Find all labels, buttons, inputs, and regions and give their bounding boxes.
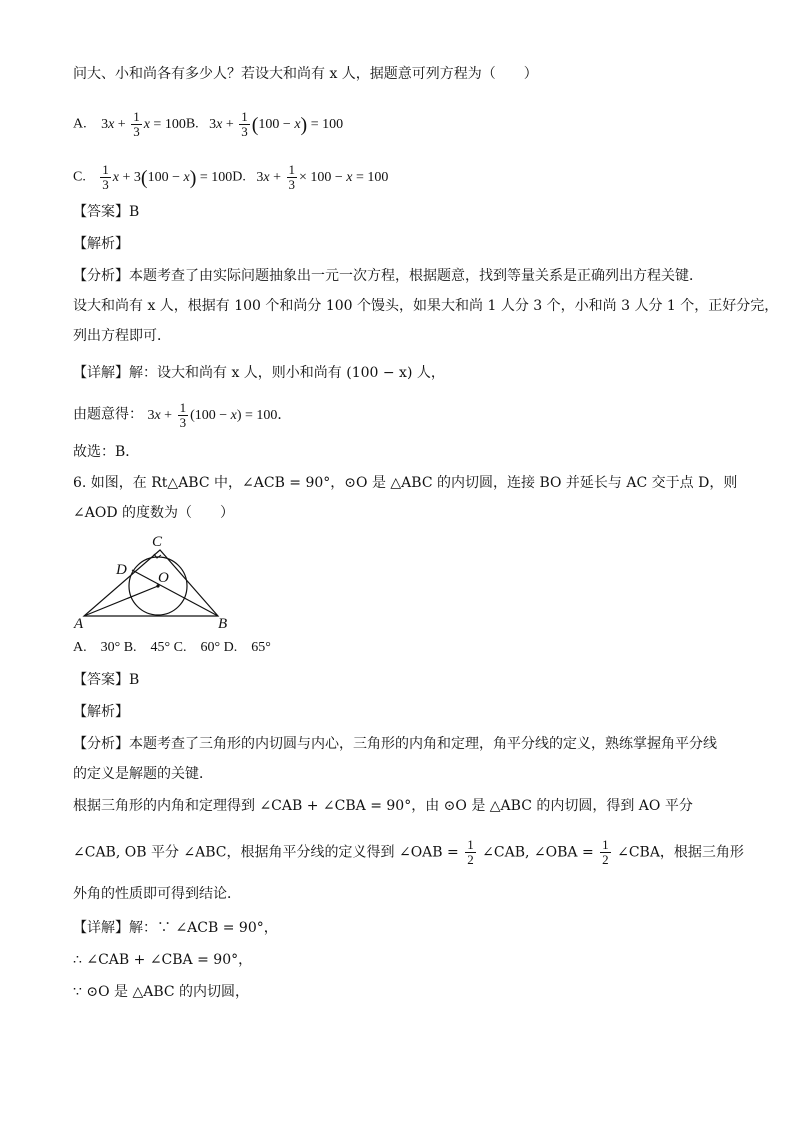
q6-options: A. 30° B. 45° C. 60° D. 65° [73,640,271,655]
q6-analysis-line-2: 的定义是解题的关键． [73,766,213,782]
q5-detail-equation: 3x + $\frac{1}{3}$ (100 − x) = 100． [147,400,292,430]
q5-stem: 问大、小和尚各有多少人？若设大和尚有 x 人，据题意可列方程为（ ） [73,66,538,82]
q5-detail-line-1: 【详解】解：设大和尚有 x 人，则小和尚有 (100 − x) 人， [73,365,445,381]
q6-analysis-line-4-a: ∠CAB, OB 平分 ∠ABC，根据角平分线的定义得到 ∠OAB = [73,844,459,861]
q5-options-cd [73,163,388,192]
label-o: O [158,570,169,586]
q6-answer: 【答案】B [73,672,140,688]
label-c: C [152,534,163,550]
q6-analysis-line-5: 外角的性质即可得到结论． [73,886,241,902]
segment-ao [84,586,158,616]
q6-stem-line-1: 6. 如图，在 Rt△ABC 中，∠ACB = 90°，⊙O 是 △ABC 的内切圆，连接 BO 并延长与 AC 交于点 D，则 [73,475,738,491]
q5-conclusion: 故选：B． [73,444,140,460]
label-d: D [116,562,127,578]
q5-analysis-line-1: 【分析】本题考查了由实际问题抽象出一元一次方程，根据题意，找到等量关系是正确列出方程关键． [73,268,703,284]
q5-detail-line-2 [73,401,291,430]
q5-option-a-formula: 3x + $\frac{1}{3}$ x = 100 [101,109,186,139]
q5-option-c-label: C. [73,169,86,185]
half-fraction-2: $\frac{1}{2}$ [602,837,609,867]
q6-analysis-heading: 【解析】 [73,704,129,720]
q5-options-ab [73,110,343,139]
q5-option-d-formula: 3x + $\frac{1}{3}$ × 100 − x = 100 [256,162,389,192]
q6-analysis-line-4-b: ∠CAB, ∠OBA = [482,844,594,861]
q5-option-a-label: A. [73,116,87,132]
q5-analysis-line-2: 设大和尚有 x 人，根据有 100 个和尚分 100 个馒头，如果大和尚 1 人分 3 个，小和尚 3 人分 1 个，正好分完， [73,298,779,314]
q6-detail-line-2: ∴ ∠CAB + ∠CBA = 90°， [73,952,253,968]
q6-analysis-line-1: 【分析】本题考查了三角形的内切圆与内心，三角形的内角和定理，角平分线的定义，熟练掌握角平分线 [73,736,717,752]
half-fraction-1: $\frac{1}{2}$ [467,837,474,867]
q6-analysis-line-4-c: ∠CBA，根据三角形 [617,844,744,861]
q5-option-c-formula: $\frac{1}{3}$ x + 3(100 − x) = 100 [102,162,233,192]
q5-answer: 【答案】B [73,204,140,220]
triangle-abc [84,550,218,616]
label-a: A [74,616,84,632]
q6-detail-line-3: ∵ ⊙O 是 △ABC 的内切圆， [73,984,250,1000]
q5-analysis-line-3: 列出方程即可． [73,328,171,344]
q6-analysis-line-4 [73,838,744,867]
q6-detail-line-1: 【详解】解：∵ ∠ACB = 90°， [73,920,278,936]
q6-triangle-figure [72,532,242,632]
q5-option-b-label: B. [185,116,199,132]
q6-analysis-line-3: 根据三角形的内角和定理得到 ∠CAB + ∠CBA = 90°，由 ⊙O 是 △ABC 的内切圆，得到 AO 平分 [73,798,693,814]
q5-option-d-label: D. [232,169,246,185]
label-b: B [218,616,228,632]
q5-detail-prefix: 由题意得： [73,406,143,423]
q5-analysis-heading: 【解析】 [73,236,129,252]
q6-stem-line-2: ∠AOD 的度数为（ ） [73,505,234,521]
q5-option-b-formula: 3x + $\frac{1}{3}$ (100 − x) = 100 [209,109,344,139]
